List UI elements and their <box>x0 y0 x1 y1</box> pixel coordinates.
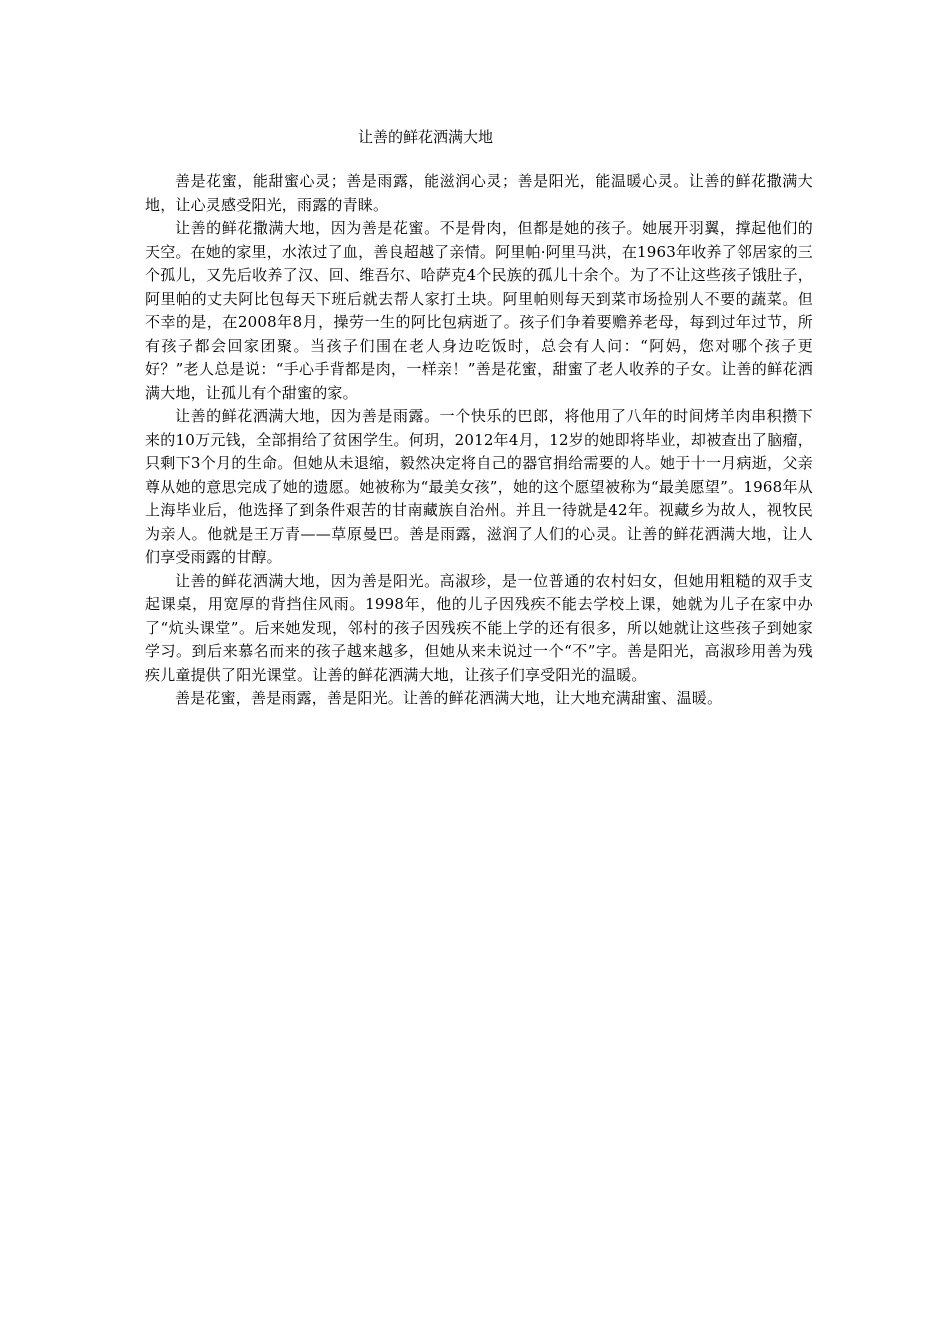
paragraph-1: 善是花蜜，能甜蜜心灵；善是雨露，能滋润心灵；善是阳光，能温暖心灵。让善的鲜花撒满大地，让心灵感受阳光，雨露的青睐。 <box>145 172 813 214</box>
paragraph-4: 让善的鲜花洒满大地，因为善是阳光。高淑珍，是一位普通的农村妇女，但她用粗糙的双手支起课桌，用宽厚的背挡住风雨。1998年，他的儿子因残疾不能去学校上课，她就为儿子在家中办了“炕头课堂”。后来她发现，邻村的孩子因残疾不能上学的还有很多，所以她就让这些孩子到她家学习。到后来慕名而来的孩子越来越多，但她从来未说过一个“不”字。善是阳光，高淑珍用善为残疾儿童提供了阳光课堂。让善的鲜花洒满大地，让孩子们享受阳光的温暖。 <box>145 571 813 684</box>
paragraph-2: 让善的鲜花撒满大地，因为善是花蜜。不是骨肉，但都是她的孩子。她展开羽翼，撑起他们的天空。在她的家里，水浓过了血，善良超越了亲情。阿里帕·阿里马洪，在1963年收养了邻居家的三个孤儿，又先后收养了汉、回、维吾尔、哈萨克4个民族的孤儿十余个。为了不让这些孩子饿肚子，阿里帕的丈夫阿比包每天下班后就去帮人家打土块。阿里帕则每天到菜市场捡别人不要的蔬菜。但不幸的是，在2008年8月，操劳一生的阿比包病逝了。孩子们争着要赡养老母，每到过年过节，所有孩子都会回家团聚。当孩子们围在老人身边吃饭时，总会有人问：“阿妈，您对哪个孩子更好？”老人总是说：“手心手背都是肉，一样亲！”善是花蜜，甜蜜了老人收养的子女。让善的鲜花洒满大地，让孤儿有个甜蜜的家。 <box>145 219 813 402</box>
paragraph-3: 让善的鲜花洒满大地，因为善是雨露。一个快乐的巴郎，将他用了八年的时间烤羊肉串积攒下来的10万元钱，全部捐给了贫困学生。何玥，2012年4月，12岁的她即将毕业，却被查出了脑瘤，只剩下3个月的生命。但她从未退缩，毅然决定将自己的器官捐给需要的人。她于十一月病逝，父亲尊从她的意思完成了她的遗愿。她被称为“最美女孩”，她的这个愿望被称为“最美愿望”。1968年从上海毕业后，他选择了到条件艰苦的甘南藏族自治州。并且一待就是42年。视藏乡为故人，视牧民为亲人。他就是王万青——草原曼巴。善是雨露，滋润了人们的心灵。让善的鲜花洒满大地，让人们享受雨露的甘醇。 <box>145 407 813 566</box>
document-body <box>145 126 813 711</box>
document-title: 让善的鲜花洒满大地 <box>358 128 494 146</box>
paragraph-5: 善是花蜜，善是雨露，善是阳光。让善的鲜花洒满大地，让大地充满甜蜜、温暖。 <box>175 689 723 707</box>
